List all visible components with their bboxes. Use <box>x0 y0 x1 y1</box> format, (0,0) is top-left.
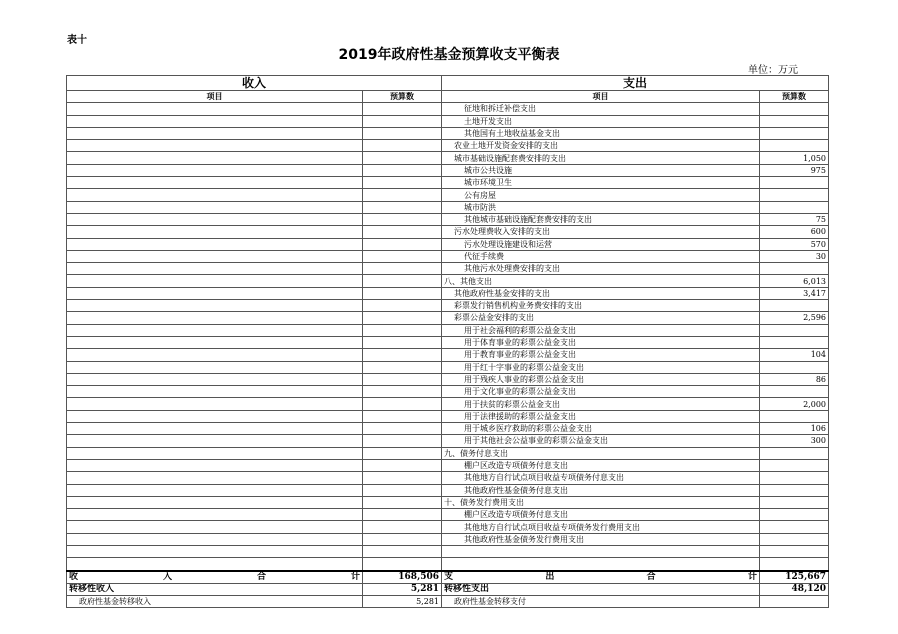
income-item-cell <box>67 484 363 496</box>
expense-item-cell: 代征手续费 <box>442 250 760 262</box>
fund-transfer-expense-label: 政府性基金转移支付 <box>442 596 760 608</box>
income-value-cell <box>363 410 442 422</box>
expense-value-cell <box>760 496 829 508</box>
expense-item-cell: 用于教育事业的彩票公益金支出 <box>442 349 760 361</box>
table-row <box>67 140 829 152</box>
sheet-label: 表十 <box>67 35 87 46</box>
income-item-cell <box>67 410 363 422</box>
income-total-char: 合 <box>256 571 266 582</box>
table-row <box>67 349 829 361</box>
expense-item-cell: 用于城乡医疗救助的彩票公益金支出 <box>442 423 760 435</box>
expense-value-cell <box>760 201 829 213</box>
expense-value-cell: 300 <box>760 435 829 447</box>
expense-value-cell <box>760 300 829 312</box>
expense-item-cell: 用于文化事业的彩票公益金支出 <box>442 386 760 398</box>
expense-item-cell: 八、其他支出 <box>442 275 760 287</box>
table-row <box>67 410 829 422</box>
table-row <box>67 189 829 201</box>
table-row <box>67 115 829 127</box>
income-item-cell <box>67 361 363 373</box>
expense-value-cell <box>760 115 829 127</box>
income-item-cell <box>67 287 363 299</box>
transfer-income-label: 转移性收入 <box>67 583 363 595</box>
income-value-cell <box>363 201 442 213</box>
table-row <box>67 152 829 164</box>
income-value-cell <box>363 373 442 385</box>
expense-item-cell: 农业土地开发资金安排的支出 <box>442 140 760 152</box>
transfer-expense-label: 转移性支出 <box>442 583 760 595</box>
table-row <box>67 127 829 139</box>
expense-item-cell: 公有房屋 <box>442 189 760 201</box>
fund-transfer-expense-value <box>760 596 829 608</box>
income-total-char: 计 <box>350 571 360 582</box>
table-row <box>67 275 829 287</box>
transfer-expense-value: 48,120 <box>760 583 829 595</box>
expense-value-cell <box>760 127 829 139</box>
table-row <box>67 287 829 299</box>
budget-balance-table <box>66 75 829 608</box>
table-row <box>67 435 829 447</box>
fund-transfer-income-value: 5,281 <box>363 596 442 608</box>
income-item-cell <box>67 103 363 115</box>
income-total-value: 168,506 <box>363 571 442 584</box>
expense-value-cell: 30 <box>760 250 829 262</box>
expense-value-cell: 75 <box>760 213 829 225</box>
expense-value-cell: 600 <box>760 226 829 238</box>
table-row <box>67 238 829 250</box>
income-value-cell <box>363 545 442 557</box>
expense-item-cell: 九、债务付息支出 <box>442 447 760 459</box>
income-item-cell <box>67 447 363 459</box>
expense-value-cell: 3,417 <box>760 287 829 299</box>
table-row <box>67 226 829 238</box>
expense-value-cell <box>760 558 829 571</box>
expense-value-cell: 106 <box>760 423 829 435</box>
income-item-cell <box>67 115 363 127</box>
expense-item-cell: 用于其他社会公益事业的彩票公益金支出 <box>442 435 760 447</box>
income-item-cell <box>67 349 363 361</box>
expense-item-cell: 其他政府性基金安排的支出 <box>442 287 760 299</box>
unit-label: 单位：万元 <box>748 65 798 76</box>
table-row <box>67 496 829 508</box>
expense-item-cell: 用于扶贫的彩票公益金支出 <box>442 398 760 410</box>
income-value-cell <box>363 558 442 571</box>
section-header-row <box>67 76 829 91</box>
income-value-cell <box>363 533 442 545</box>
expense-value-cell <box>760 386 829 398</box>
expense-value-cell: 2,596 <box>760 312 829 324</box>
expense-value-cell <box>760 472 829 484</box>
income-item-cell <box>67 226 363 238</box>
expense-header: 支出 <box>442 76 829 91</box>
income-item-cell <box>67 386 363 398</box>
income-item-cell <box>67 533 363 545</box>
income-value-cell <box>363 164 442 176</box>
expense-total-label <box>442 571 760 584</box>
table-row <box>67 263 829 275</box>
expense-item-cell: 征地和拆迁补偿支出 <box>442 103 760 115</box>
expense-item-cell: 土地开发支出 <box>442 115 760 127</box>
income-value-cell <box>363 324 442 336</box>
income-item-cell <box>67 558 363 571</box>
income-total-char: 入 <box>162 571 172 582</box>
income-value-cell <box>363 386 442 398</box>
expense-value-cell <box>760 447 829 459</box>
income-item-cell <box>67 472 363 484</box>
expense-item-cell: 城市防洪 <box>442 201 760 213</box>
table-row <box>67 459 829 471</box>
income-value-cell <box>363 287 442 299</box>
column-header-row <box>67 91 829 103</box>
expense-item-cell: 其他地方自行试点项目收益专项债务付息支出 <box>442 472 760 484</box>
income-value-cell <box>363 177 442 189</box>
income-item-cell <box>67 324 363 336</box>
expense-item-cell: 其他城市基础设施配套费安排的支出 <box>442 213 760 225</box>
expense-value-cell <box>760 509 829 521</box>
table-row <box>67 336 829 348</box>
expense-item-cell: 彩票公益金安排的支出 <box>442 312 760 324</box>
table-row <box>67 398 829 410</box>
transfer-income-value: 5,281 <box>363 583 442 595</box>
table-row <box>67 164 829 176</box>
income-value-cell <box>363 336 442 348</box>
expense-item-cell: 其他地方自行试点项目收益专项债务发行费用支出 <box>442 521 760 533</box>
expense-item-cell <box>442 558 760 571</box>
income-item-cell <box>67 435 363 447</box>
income-value-cell <box>363 312 442 324</box>
expense-item-cell: 其他国有土地收益基金支出 <box>442 127 760 139</box>
expense-total-char: 出 <box>545 571 555 582</box>
expense-total-char: 计 <box>747 571 757 582</box>
income-value-cell <box>363 250 442 262</box>
expense-item-cell: 十、债务发行费用支出 <box>442 496 760 508</box>
expense-value-cell <box>760 521 829 533</box>
income-value-cell <box>363 472 442 484</box>
table-row <box>67 177 829 189</box>
expense-item-cell: 棚户区改造专项债务付息支出 <box>442 509 760 521</box>
expense-item-cell: 城市基础设施配套费安排的支出 <box>442 152 760 164</box>
income-item-cell <box>67 521 363 533</box>
income-item-cell <box>67 263 363 275</box>
income-item-cell <box>67 152 363 164</box>
income-item-cell <box>67 545 363 557</box>
expense-value-cell: 104 <box>760 349 829 361</box>
expense-item-cell: 用于法律援助的彩票公益金支出 <box>442 410 760 422</box>
expense-item-cell <box>442 545 760 557</box>
table-row <box>67 545 829 557</box>
income-value-cell <box>363 435 442 447</box>
income-item-cell <box>67 312 363 324</box>
income-value-cell <box>363 127 442 139</box>
income-value-cell <box>363 152 442 164</box>
income-value-cell <box>363 115 442 127</box>
expense-item-cell: 城市公共设施 <box>442 164 760 176</box>
expense-item-cell: 用于残疾人事业的彩票公益金支出 <box>442 373 760 385</box>
table-row <box>67 213 829 225</box>
income-item-cell <box>67 213 363 225</box>
income-value-cell <box>363 263 442 275</box>
expense-value-cell <box>760 140 829 152</box>
expense-item-cell: 污水处理设施建设和运营 <box>442 238 760 250</box>
income-item-cell <box>67 373 363 385</box>
expense-value-cell: 6,013 <box>760 275 829 287</box>
table-row <box>67 324 829 336</box>
expense-budget-header: 预算数 <box>760 91 829 103</box>
expense-item-cell: 其他政府性基金债务发行费用支出 <box>442 533 760 545</box>
income-item-cell <box>67 509 363 521</box>
transfer-row <box>67 583 829 595</box>
expense-value-cell: 570 <box>760 238 829 250</box>
expense-value-cell <box>760 336 829 348</box>
table-row <box>67 361 829 373</box>
expense-item-cell: 城市环境卫生 <box>442 177 760 189</box>
table-row <box>67 558 829 571</box>
income-value-cell <box>363 300 442 312</box>
expense-item-cell: 用于社会福利的彩票公益金支出 <box>442 324 760 336</box>
income-total-label <box>67 571 363 584</box>
income-value-cell <box>363 213 442 225</box>
income-value-cell <box>363 509 442 521</box>
table-row <box>67 423 829 435</box>
expense-item-cell: 棚户区改造专项债务付息支出 <box>442 459 760 471</box>
expense-value-cell <box>760 545 829 557</box>
income-item-cell <box>67 398 363 410</box>
expense-total-char: 合 <box>646 571 656 582</box>
expense-item-cell: 用于红十字事业的彩票公益金支出 <box>442 361 760 373</box>
income-item-cell <box>67 250 363 262</box>
income-value-cell <box>363 103 442 115</box>
totals-row <box>67 571 829 584</box>
expense-value-cell: 2,000 <box>760 398 829 410</box>
table-row <box>67 373 829 385</box>
expense-value-cell <box>760 484 829 496</box>
table-row <box>67 312 829 324</box>
income-item-cell <box>67 140 363 152</box>
income-value-cell <box>363 275 442 287</box>
expense-total-value: 125,667 <box>760 571 829 584</box>
fund-transfer-income-label: 政府性基金转移收入 <box>67 596 363 608</box>
expense-value-cell <box>760 361 829 373</box>
expense-item-cell: 其他政府性基金债务付息支出 <box>442 484 760 496</box>
income-value-cell <box>363 349 442 361</box>
income-budget-header: 预算数 <box>363 91 442 103</box>
table-row <box>67 521 829 533</box>
expense-item-header: 项目 <box>442 91 760 103</box>
table-row <box>67 201 829 213</box>
income-item-cell <box>67 189 363 201</box>
expense-value-cell: 86 <box>760 373 829 385</box>
expense-item-cell: 污水处理费收入安排的支出 <box>442 226 760 238</box>
income-item-cell <box>67 177 363 189</box>
income-value-cell <box>363 398 442 410</box>
table-row <box>67 509 829 521</box>
income-value-cell <box>363 361 442 373</box>
expense-value-cell: 975 <box>760 164 829 176</box>
income-item-cell <box>67 423 363 435</box>
income-item-cell <box>67 300 363 312</box>
income-value-cell <box>363 496 442 508</box>
income-total-char: 收 <box>69 571 79 582</box>
expense-value-cell <box>760 324 829 336</box>
expense-item-cell: 用于体育事业的彩票公益金支出 <box>442 336 760 348</box>
income-item-cell <box>67 275 363 287</box>
expense-value-cell <box>760 533 829 545</box>
expense-item-cell: 其他污水处理费安排的支出 <box>442 263 760 275</box>
income-item-cell <box>67 459 363 471</box>
table-row <box>67 386 829 398</box>
expense-value-cell <box>760 103 829 115</box>
fund-transfer-row <box>67 596 829 608</box>
table-row <box>67 103 829 115</box>
table-row <box>67 484 829 496</box>
income-value-cell <box>363 459 442 471</box>
expense-value-cell: 1,050 <box>760 152 829 164</box>
table-row <box>67 300 829 312</box>
income-item-cell <box>67 127 363 139</box>
table-row <box>67 472 829 484</box>
income-value-cell <box>363 521 442 533</box>
table-row <box>67 250 829 262</box>
expense-value-cell <box>760 410 829 422</box>
expense-value-cell <box>760 263 829 275</box>
income-value-cell <box>363 423 442 435</box>
income-item-cell <box>67 336 363 348</box>
expense-value-cell <box>760 459 829 471</box>
table-row <box>67 447 829 459</box>
income-header: 收入 <box>67 76 442 91</box>
expense-value-cell <box>760 189 829 201</box>
expense-item-cell: 彩票发行销售机构业务费安排的支出 <box>442 300 760 312</box>
income-value-cell <box>363 484 442 496</box>
income-value-cell <box>363 447 442 459</box>
income-value-cell <box>363 226 442 238</box>
income-value-cell <box>363 189 442 201</box>
income-item-header: 项目 <box>67 91 363 103</box>
income-value-cell <box>363 238 442 250</box>
income-item-cell <box>67 164 363 176</box>
expense-value-cell <box>760 177 829 189</box>
expense-total-char: 支 <box>444 571 454 582</box>
table-row <box>67 533 829 545</box>
income-item-cell <box>67 496 363 508</box>
income-item-cell <box>67 201 363 213</box>
page-title: 2019年政府性基金预算收支平衡表 <box>338 47 560 63</box>
income-value-cell <box>363 140 442 152</box>
income-item-cell <box>67 238 363 250</box>
